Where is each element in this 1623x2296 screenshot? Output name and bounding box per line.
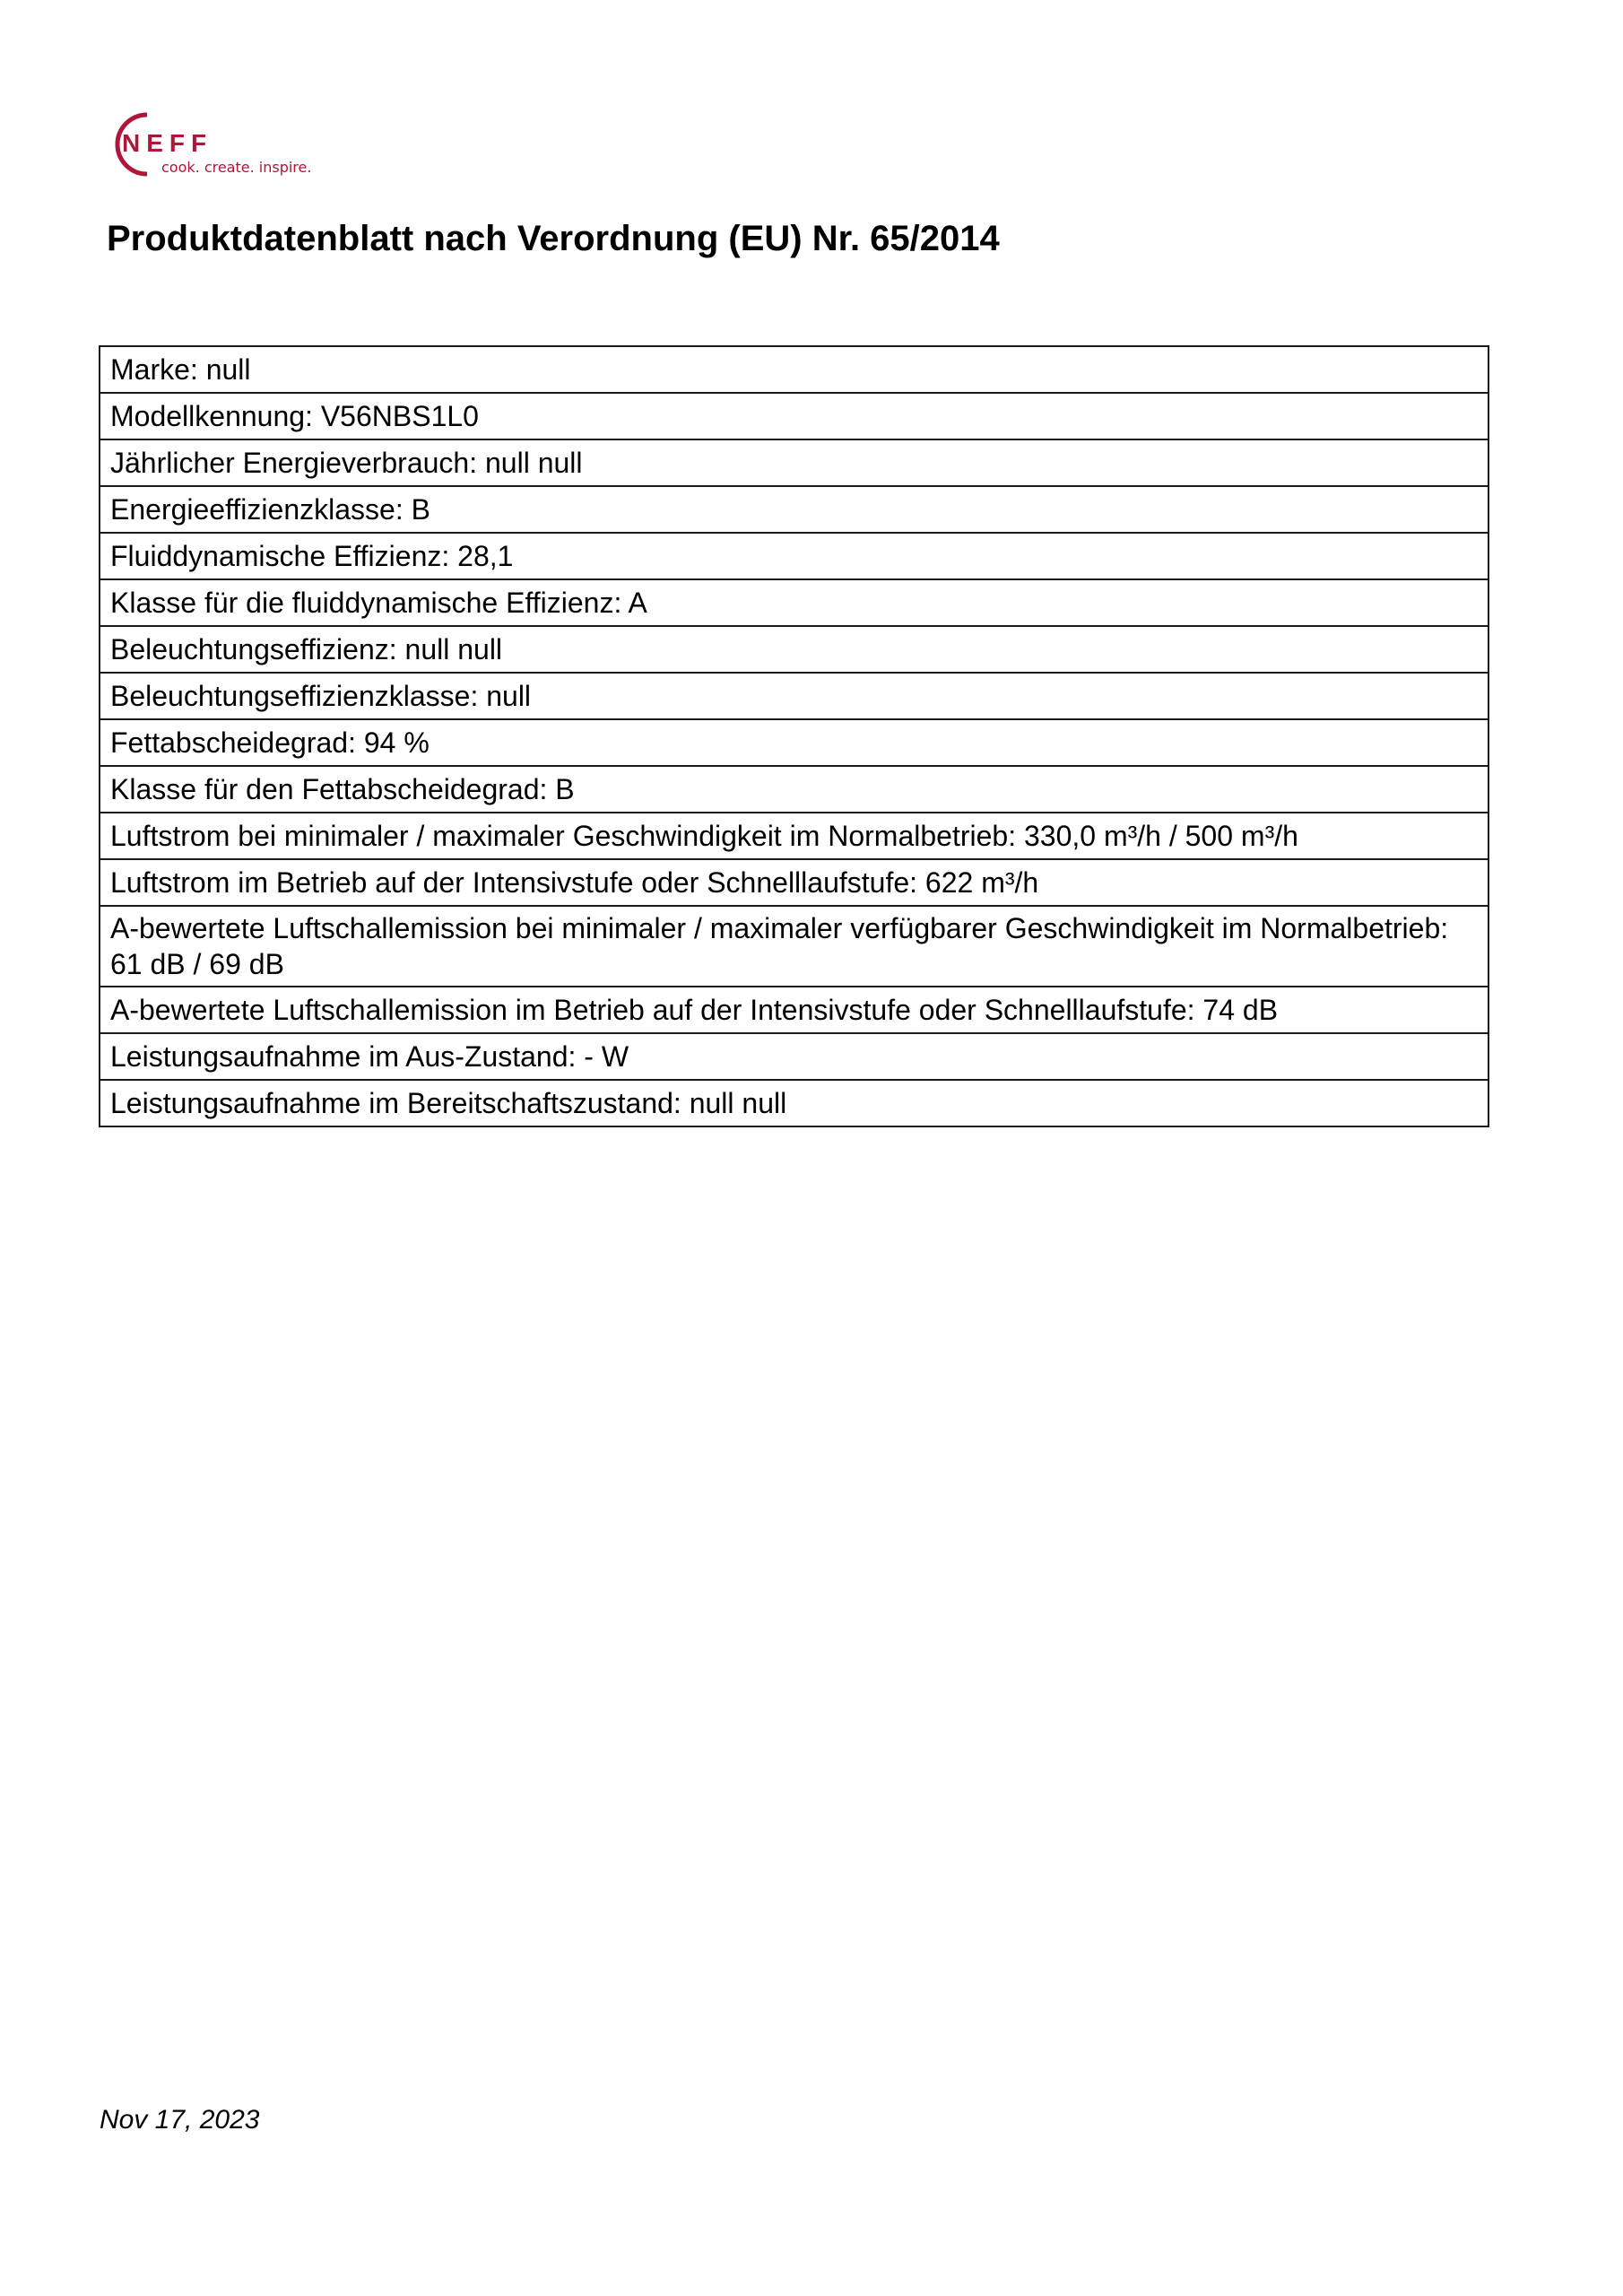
row-fluid-efficiency-class: Klasse für die fluiddynamische Effizienz: A: [100, 579, 1488, 626]
row-annual-energy: Jährlicher Energieverbrauch: null null: [100, 439, 1488, 486]
table-row: [100, 906, 1488, 987]
table-row: [100, 533, 1488, 579]
neff-logo-mark: [106, 109, 348, 181]
table-row: [100, 393, 1488, 439]
row-fluid-efficiency: Fluiddynamische Effizienz: 28,1: [100, 533, 1488, 579]
row-grease-filtering-class: Klasse für den Fettabscheidegrad: B: [100, 766, 1488, 813]
table-row: [100, 859, 1488, 906]
row-noise-normal: A-bewertete Luftschallemission bei minimaler / maximaler verfügbarer Geschwindigkeit im Normalbetrieb: 61 dB / 69 dB: [100, 906, 1488, 987]
row-lighting-efficiency-class: Beleuchtungseffizienzklasse: null: [100, 673, 1488, 719]
row-power-off-mode: Leistungsaufnahme im Aus-Zustand: - W: [100, 1033, 1488, 1080]
table-row: [100, 987, 1488, 1033]
row-airflow-normal: Luftstrom bei minimaler / maximaler Geschwindigkeit im Normalbetrieb: 330,0 m³/h / 500 m³/h: [100, 813, 1488, 859]
table-row: [100, 719, 1488, 766]
row-power-standby: Leistungsaufnahme im Bereitschaftszustand: null null: [100, 1080, 1488, 1126]
table-row: [100, 1033, 1488, 1080]
table-row: [100, 626, 1488, 673]
table-row: [100, 766, 1488, 813]
table-row: [100, 439, 1488, 486]
row-airflow-intensive: Luftstrom im Betrieb auf der Intensivstufe oder Schnelllaufstufe: 622 m³/h: [100, 859, 1488, 906]
table-row: [100, 673, 1488, 719]
table-row: [100, 486, 1488, 533]
footer-date: Nov 17, 2023: [100, 2105, 260, 2135]
row-energy-class: Energieeffizienzklasse: B: [100, 486, 1488, 533]
table-row: [100, 579, 1488, 626]
row-lighting-efficiency: Beleuchtungseffizienz: null null: [100, 626, 1488, 673]
page-title: Produktdatenblatt nach Verordnung (EU) Nr. 65/2014: [107, 219, 1000, 258]
row-noise-intensive: A-bewertete Luftschallemission im Betrieb auf der Intensivstufe oder Schnelllaufstufe: 74 dB: [100, 987, 1488, 1033]
row-brand: Marke: null: [100, 346, 1488, 393]
table-row: [100, 813, 1488, 859]
neff-logo: [106, 109, 348, 181]
table-row: [100, 1080, 1488, 1126]
product-data-table: [99, 345, 1489, 1127]
svg-text:NEFF: NEFF: [122, 129, 213, 157]
svg-text:cook. create. inspire.: cook. create. inspire.: [161, 159, 312, 176]
row-model-id: Modellkennung: V56NBS1L0: [100, 393, 1488, 439]
table-row: [100, 346, 1488, 393]
row-grease-filtering: Fettabscheidegrad: 94 %: [100, 719, 1488, 766]
